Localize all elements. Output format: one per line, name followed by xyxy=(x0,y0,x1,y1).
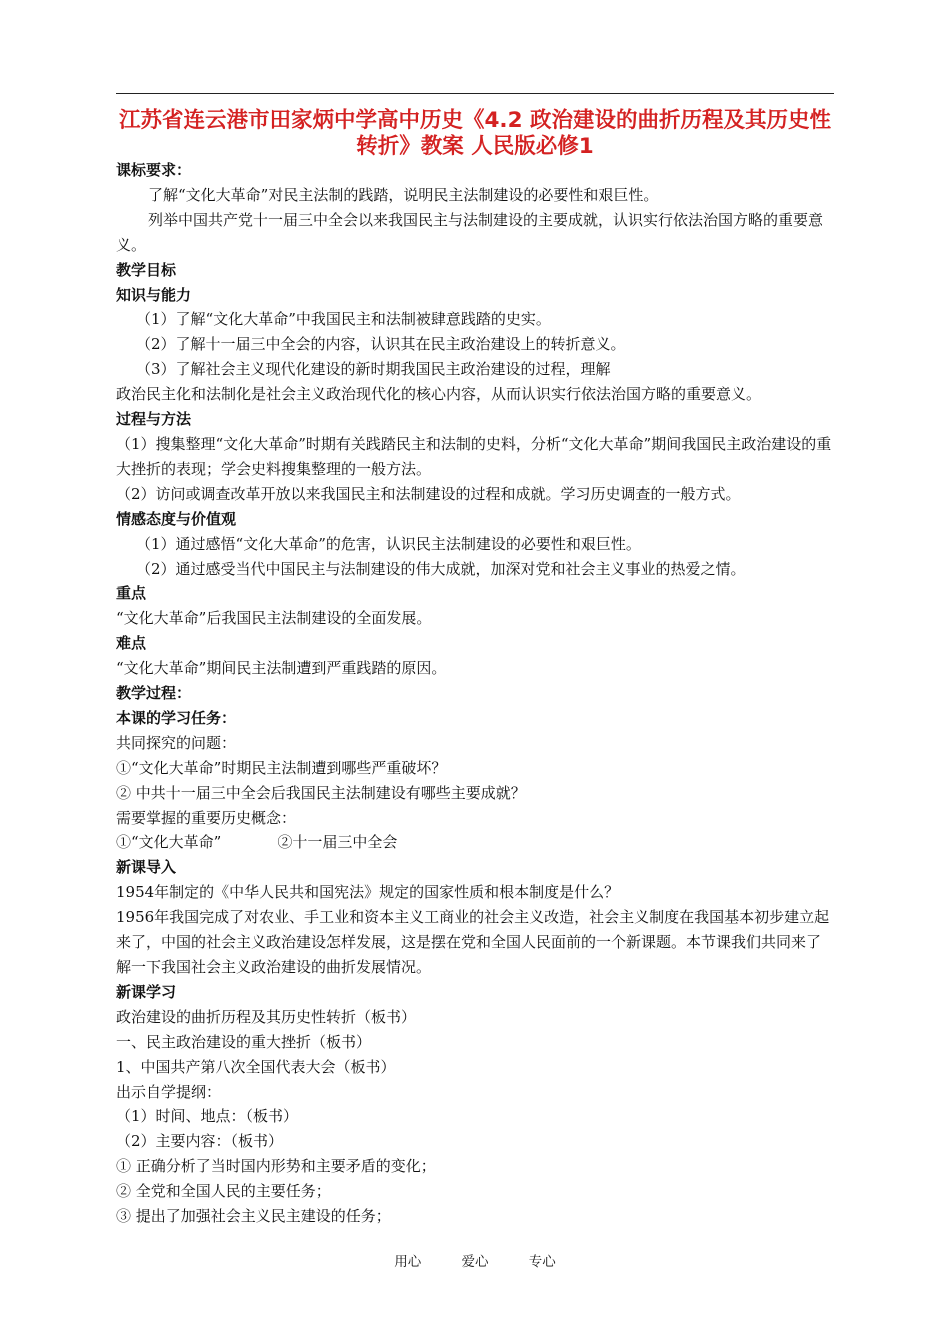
paragraph: （1）搜集整理“文化大革命”时期有关践踏民主和法制的史料，分析“文化大革命”期间我国民主政治建设的重大挫折的表现；学会史料搜集整理的一般方法。 xyxy=(116,434,832,478)
text-line: ③ 提出了加强社会主义民主建设的任务； xyxy=(116,1207,391,1226)
section-heading: 教学过程： xyxy=(116,684,192,703)
text-line: ② 全党和全国人民的主要任务； xyxy=(116,1182,331,1201)
list-item: （2）通过感受当代中国民主与法制建设的伟大成就，加深对党和社会主义事业的热爱之情。 xyxy=(136,559,746,578)
text-line: “文化大革命”后我国民主法制建设的全面发展。 xyxy=(116,609,432,628)
section-heading: 课标要求： xyxy=(116,161,192,179)
text-line: “文化大革命”期间民主法制遭到严重践踏的原因。 xyxy=(116,659,447,678)
list-item: （3）了解社会主义现代化建设的新时期我国民主政治建设的过程，理解 xyxy=(136,360,611,379)
section-heading: 本课的学习任务： xyxy=(116,708,237,727)
text-line: 政治建设的曲折历程及其历史性转折（板书） xyxy=(116,1007,417,1026)
text-line: ② 中共十一届三中全会后我国民主法制建设有哪些主要成就？ xyxy=(116,783,526,802)
body-block-2 xyxy=(116,855,834,1229)
text-line: （1）时间、地点：（板书） xyxy=(116,1107,299,1126)
text-line: （2）访问或调查改革开放以来我国民主和法制建设的过程和成就。学习历史调查的一般方式。 xyxy=(116,484,741,503)
footer-word-3: 专心 xyxy=(528,1254,556,1270)
text-line: ①“文化大革命”时期民主法制遭到哪些严重破坏？ xyxy=(116,758,447,777)
section-heading: 教学目标 xyxy=(116,260,177,279)
header-rule xyxy=(116,93,834,94)
text-line: （2）主要内容：（板书） xyxy=(116,1132,284,1151)
section-heading: 新课导入 xyxy=(116,858,177,877)
text-line: 出示自学提纲： xyxy=(116,1082,222,1101)
text-line: 政治民主化和法制化是社会主义政治现代化的核心内容，从而认识实行依法治国方略的重要意义。 xyxy=(116,385,762,404)
concept-2: ②十一届三中全会 xyxy=(277,833,398,852)
document-body xyxy=(116,158,834,1229)
text-line: 1、中国共产第八次全国代表大会（板书） xyxy=(116,1057,396,1076)
footer-word-2: 爱心 xyxy=(461,1254,489,1270)
section-heading: 情感态度与价值观 xyxy=(116,509,237,528)
section-heading: 知识与能力 xyxy=(116,285,192,304)
body-block-1 xyxy=(116,158,834,830)
paragraph: 1956年我国完成了对农业、手工业和资本主义工商业的社会主义改造，社会主义制度在我国基本初步建立起来了，中国的社会主义政治建设怎样发展，这是摆在党和全国人民面前的一个新课题。本节课我们共同来了解一下我国社会主义政治建设的曲折发展情况。 xyxy=(116,908,830,976)
text-line: 共同探究的问题： xyxy=(116,733,237,752)
paragraph: 列举中国共产党十一届三中全会以来我国民主与法制建设的主要成就，认识实行依法治国方略的重要意义。 xyxy=(116,210,824,254)
text-line: ① 正确分析了当时国内形势和主要矛盾的变化； xyxy=(116,1157,436,1176)
section-heading: 难点 xyxy=(116,634,147,653)
list-item: （1）通过感悟“文化大革命”的危害，认识民主法制建设的必要性和艰巨性。 xyxy=(136,534,641,553)
concept-1: ①“文化大革命” xyxy=(116,833,222,852)
footer-word-1: 用心 xyxy=(394,1254,422,1270)
page-footer xyxy=(0,1250,950,1270)
section-heading: 新课学习 xyxy=(116,982,177,1001)
section-heading: 重点 xyxy=(116,584,147,603)
paragraph: 了解“文化大革命”对民主法制的践踏，说明民主法制建设的必要性和艰巨性。 xyxy=(148,185,659,204)
document-title: 江苏省连云港市田家炳中学高中历史《4.2 政治建设的曲折历程及其历史性转折》教案 人民版必修1 xyxy=(118,108,832,159)
list-item: （2）了解十一届三中全会的内容，认识其在民主政治建设上的转折意义。 xyxy=(136,335,626,354)
section-heading: 过程与方法 xyxy=(116,410,192,429)
list-item: （1）了解“文化大革命”中我国民主和法制被肆意践踏的史实。 xyxy=(136,310,551,329)
text-line: 1954年制定的《中华人民共和国宪法》规定的国家性质和根本制度是什么？ xyxy=(116,883,620,902)
text-line: 一、民主政治建设的重大挫折（板书） xyxy=(116,1032,372,1051)
concepts-line xyxy=(116,830,834,855)
text-line: 需要掌握的重要历史概念： xyxy=(116,808,297,827)
